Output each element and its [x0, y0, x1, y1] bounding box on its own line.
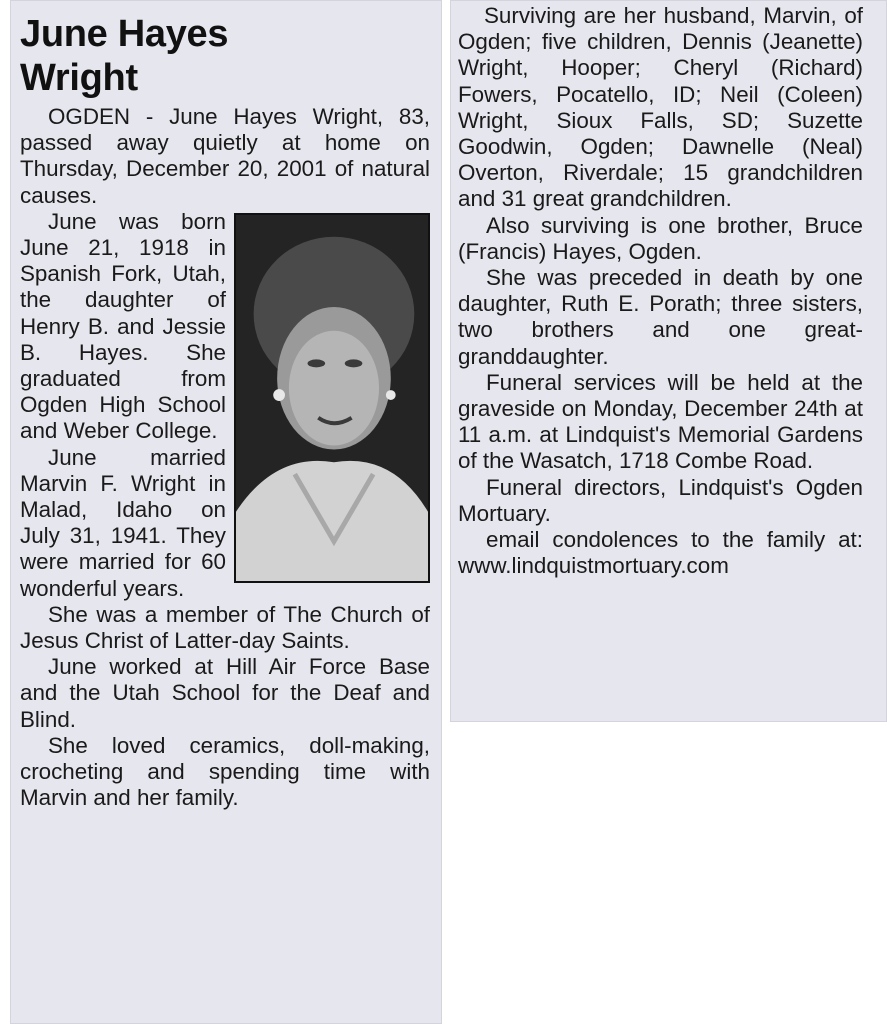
portrait-photo	[234, 213, 430, 583]
title-line-2: Wright	[20, 57, 138, 99]
paragraph-death-notice: OGDEN - June Hayes Wright, 83, passed away quietly at home on Thursday, December 20, 2001 of natural causes.	[20, 104, 430, 208]
paragraph-work: June worked at Hill Air Force Base and the Utah School for the Deaf and Blind.	[20, 654, 430, 732]
obituary-right-column	[458, 3, 863, 579]
obituary-left-column	[20, 12, 430, 811]
title-line-1: June Hayes	[20, 13, 229, 55]
obituary-title	[20, 12, 430, 100]
paragraph-funeral-services: Funeral services will be held at the graveside on Monday, December 24th at 11 a.m. at Lindquist's Memorial Gardens of the Wasatch, 1718 Combe Road.	[458, 369, 863, 474]
paragraph-birth: June was born June 21, 1918 in Spanish Fork, Utah, the daughter of Henry B. and Jessie B. Hayes. She graduated from Ogden High School and Weber College.	[20, 208, 226, 444]
paragraph-survivors: Surviving are her husband, Marvin, of Ogden; five children, Dennis (Jeanette) Wright, Hooper; Cheryl (Richard) Fowers, Pocatello, ID; Neil (Coleen) Wright, Sioux Falls, SD; Suzette Goodwin, Ogden; Dawnelle (Neal) Overton, Riverdale; 15 grandchildren and 31 great grandchildren.	[458, 3, 863, 212]
paragraph-funeral-directors: Funeral directors, Lindquist's Ogden Mortuary.	[458, 474, 863, 526]
paragraph-church: She was a member of The Church of Jesus Christ of Latter-day Saints.	[20, 601, 430, 654]
paragraph-hobbies: She loved ceramics, doll-making, crocheting and spending time with Marvin and her family.	[20, 732, 430, 811]
paragraph-brother: Also surviving is one brother, Bruce (Francis) Hayes, Ogden.	[458, 212, 863, 264]
paragraph-marriage: June married Marvin F. Wright in Malad, Idaho on July 31, 1941. They were married for 60 wonderful years.	[20, 444, 226, 601]
paragraph-preceded: She was preceded in death by one daughter, Ruth E. Porath; three sisters, two brothers and one great-granddaughter.	[458, 265, 863, 369]
portrait-image	[236, 215, 428, 581]
paragraph-condolences: email condolences to the family at: www.lindquistmortuary.com	[458, 527, 863, 579]
